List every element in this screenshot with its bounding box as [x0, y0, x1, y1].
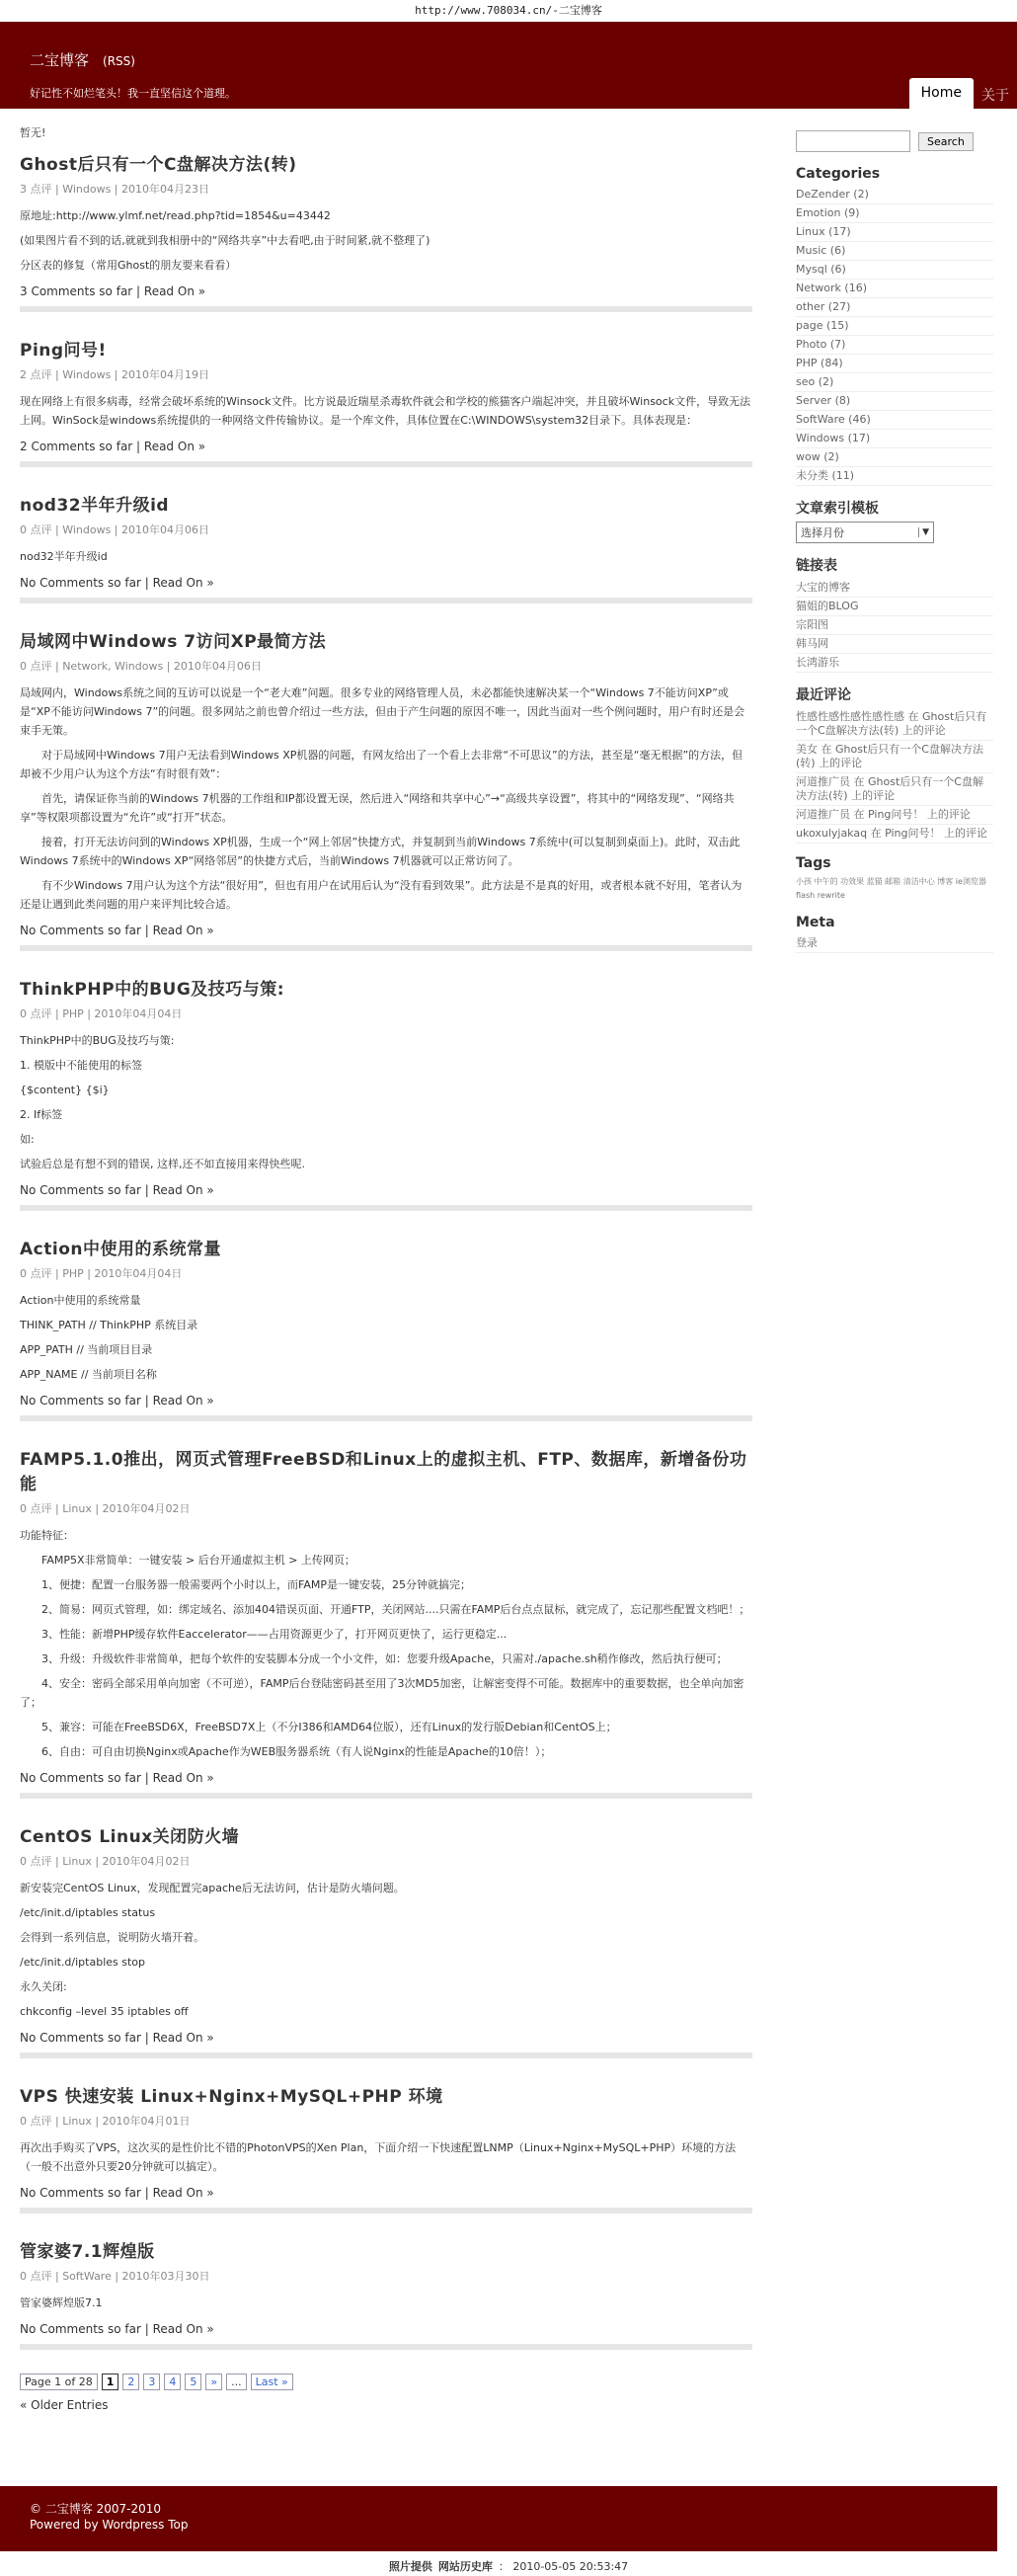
nav-about-tab[interactable]: 关于 — [981, 88, 1009, 104]
post-paragraph: (如果图片看不到的话,就就到我相册中的“网络共享”中去看吧,由于时间紧,就不整理了) — [20, 234, 430, 247]
post-footer-link[interactable]: No Comments so far | Read On » — [20, 2322, 214, 2336]
category-link[interactable]: Music (6) — [796, 242, 993, 261]
post-title[interactable]: Action中使用的系统常量 — [20, 1240, 221, 1259]
post-list — [20, 150, 752, 2350]
post-entry — [20, 1879, 752, 2021]
last-page-link[interactable]: Last » — [251, 2374, 293, 2390]
post-paragraph: FAMP5X非常简单：一键安装 > 后台开通虚拟主机 > 上传网页； — [41, 1554, 355, 1567]
post-paragraph: 会得到一系列信息，说明防火墙开着。 — [20, 1931, 204, 1944]
post-title[interactable]: ThinkPHP中的BUG及技巧与策: — [20, 980, 285, 1000]
recent-comment-item[interactable]: 美女 在 Ghost后只有一个C盘解决方法(转) 上的评论 — [796, 741, 993, 773]
recent-comments-widget — [796, 684, 993, 844]
post-item — [20, 2082, 752, 2214]
post-paragraph: /etc/init.d/iptables status — [20, 1906, 156, 1919]
post-footer-link[interactable]: 2 Comments so far | Read On » — [20, 440, 206, 453]
post-title[interactable]: FAMP5.1.0推出，网页式管理FreeBSD和Linux上的虚拟主机、FTP、数据库，新增备份功能 — [20, 1450, 747, 1494]
post-paragraph: 首先，请保证你当前的Windows 7机器的工作组和IP都设置无误，然后进入“网络和共享中心”→“高级共享设置”，将其中的“网络发现”、“网络共享”等权限项都设置为“允许”或“打开”状态。 — [20, 792, 735, 824]
category-link[interactable]: page (15) — [796, 317, 993, 336]
post-item — [20, 627, 752, 951]
older-entries-link[interactable]: « Older Entries — [20, 2398, 109, 2412]
links-widget — [796, 555, 993, 673]
post-item — [20, 1235, 752, 1421]
post-entry — [20, 392, 752, 430]
post-title[interactable]: nod32半年升级id — [20, 496, 170, 516]
page-link-3[interactable]: 3 — [143, 2374, 160, 2390]
post-entry — [20, 1526, 752, 1761]
blogroll-link[interactable]: 大宝的博客 — [796, 579, 993, 598]
category-link[interactable]: Emotion (9) — [796, 204, 993, 223]
post-title[interactable]: Ping问号! — [20, 341, 107, 361]
post-paragraph: 5、兼容：可能在FreeBSD6X，FreeBSD7X上（不分I386和AMD64位版），还有Linux的发行版Debian和CentOS上； — [41, 1721, 617, 1733]
post-meta: 3 点评 | Windows | 2010年04月23日 — [20, 183, 209, 196]
post-item — [20, 2237, 752, 2350]
category-link[interactable]: Server (8) — [796, 392, 993, 411]
post-paragraph: 永久关闭: — [20, 1980, 67, 1993]
links-title: 链接表 — [796, 558, 837, 574]
login-link[interactable]: 登录 — [796, 934, 993, 953]
post-entry — [20, 684, 752, 914]
category-link[interactable]: 未分类 (11) — [796, 467, 993, 486]
post-paragraph: ThinkPHP中的BUG及技巧与策: — [20, 1034, 175, 1047]
category-link[interactable]: DeZender (2) — [796, 186, 993, 204]
post-paragraph: 对于局域网中Windows 7用户无法看到Windows XP机器的问题，有网友给出了一个看上去非常“不可思议”的方法，甚至是“毫无根据”的方法，但却被不少用户认为这个方法“有时很有效”： — [20, 749, 743, 780]
post-paragraph: 3、性能：新增PHP缓存软件Eaccelerator——占用资源更少了，打开网页更快了，运行更稳定... — [41, 1628, 508, 1641]
main-content — [20, 124, 752, 2412]
post-footer-link[interactable]: No Comments so far | Read On » — [20, 2186, 214, 2200]
credit-label: 照片提供 — [388, 2560, 432, 2573]
sidebar — [796, 130, 993, 965]
post-meta: 0 点评 | Linux | 2010年04月01日 — [20, 2115, 191, 2128]
recent-comment-item[interactable]: 河道推广员 在 Ghost后只有一个C盘解决方法(转) 上的评论 — [796, 773, 993, 806]
blogroll-link[interactable]: 韩马网 — [796, 635, 993, 654]
post-entry — [20, 2138, 752, 2176]
post-item — [20, 1822, 752, 2058]
snapshot-timestamp: ： 2010-05-05 20:53:47 — [498, 2560, 629, 2573]
post-paragraph: 3、升级：升级软件非常简单，把每个软件的安装脚本分成一个小文件，如：您要升级Apache，只需对./apache.sh稍作修改，然后执行便可； — [41, 1652, 728, 1665]
post-title[interactable]: VPS 快速安装 Linux+Nginx+MySQL+PHP 环境 — [20, 2087, 443, 2107]
post-meta: 0 点评 | Network, Windows | 2010年04月06日 — [20, 660, 262, 673]
category-link[interactable]: Windows (17) — [796, 430, 993, 448]
post-meta: 0 点评 | SoftWare | 2010年03月30日 — [20, 2270, 210, 2283]
post-paragraph: APP_PATH // 当前项目目录 — [20, 1343, 153, 1356]
post-title[interactable]: Ghost后只有一个C盘解决方法(转) — [20, 155, 297, 175]
pagination — [20, 2374, 752, 2390]
links-list — [796, 579, 993, 673]
blogroll-link[interactable]: 宗阳图 — [796, 616, 993, 635]
post-meta: 0 点评 | Linux | 2010年04月02日 — [20, 1855, 191, 1868]
category-link[interactable]: Photo (7) — [796, 336, 993, 355]
page-link-4[interactable]: 4 — [164, 2374, 181, 2390]
category-link[interactable]: Linux (17) — [796, 223, 993, 242]
categories-list — [796, 186, 993, 486]
copyright-text: © 二宝博客 2007-2010 — [30, 2502, 162, 2516]
archive-title: 文章索引模板 — [796, 501, 879, 517]
archive-widget — [796, 498, 993, 543]
post-item — [20, 1445, 752, 1799]
main-nav — [909, 78, 1017, 109]
post-item — [20, 336, 752, 467]
category-link[interactable]: PHP (84) — [796, 355, 993, 373]
category-link[interactable]: SoftWare (46) — [796, 411, 993, 430]
nav-home-tab[interactable]: Home — [909, 78, 974, 109]
powered-by-text: Powered by Wordpress Top — [30, 2518, 189, 2532]
blog-title[interactable] — [30, 49, 135, 70]
post-meta: 0 点评 | PHP | 2010年04月04日 — [20, 1267, 183, 1280]
post-paragraph: 局域网内，Windows系统之间的互访可以说是一个“老大难”问题。很多专业的网络管理人员，未必都能快速解决某一个“Windows 7不能访问XP”或是“XP不能访问Windows 7”的问题。很多网站之前也曾介绍过一些方法，但由于产生问题的原因不唯一，因此当面对一些个例问题时，用户有时还是会束手无策。 — [20, 686, 745, 737]
search-input[interactable] — [796, 130, 910, 152]
recent-comments-title: 最近评论 — [796, 687, 851, 703]
post-entry — [20, 1291, 752, 1384]
blog-title-text[interactable]: 二宝博客 — [30, 51, 90, 69]
post-footer-link[interactable]: No Comments so far | Read On » — [20, 1183, 214, 1197]
notice-text: 暂无! — [20, 126, 46, 139]
post-entry — [20, 547, 752, 566]
post-paragraph: 有不少Windows 7用户认为这个方法“很好用”，但也有用户在试用后认为“没有看到效果”。此方法是不是真的好用，或者根本就不好用，笔者认为还是让遇到此类问题的用户来评判比较合适。 — [20, 879, 743, 911]
category-link[interactable]: wow (2) — [796, 448, 993, 467]
categories-title: Categories — [796, 166, 881, 182]
post-paragraph: {$content} {$i} — [20, 1084, 110, 1096]
post-paragraph: /etc/init.d/iptables stop — [20, 1956, 146, 1969]
recent-comment-item[interactable]: 性感性感性感性感性感 在 Ghost后只有一个C盘解决方法(转) 上的评论 — [796, 708, 993, 741]
post-entry — [20, 2294, 752, 2312]
post-item — [20, 491, 752, 604]
post-paragraph: 再次出手购买了VPS，这次买的是性价比不错的PhotonVPS的Xen Plan，下面介绍一下快速配置LNMP（Linux+Nginx+MySQL+PHP）环境的方法（一般不出意外只要20分钟就可以搞定）。 — [20, 2141, 737, 2173]
post-paragraph: nod32半年升级id — [20, 550, 108, 563]
post-title[interactable]: 管家婆7.1辉煌版 — [20, 2242, 155, 2262]
archive-select-value: 选择月份 — [801, 526, 844, 539]
category-link[interactable]: Mysql (6) — [796, 261, 993, 280]
page-link-2[interactable]: 2 — [122, 2374, 139, 2390]
post-footer-link[interactable]: No Comments so far | Read On » — [20, 1771, 214, 1785]
search-form — [796, 130, 993, 152]
post-paragraph: 1. 模版中不能使用的标签 — [20, 1059, 142, 1072]
blogroll-link[interactable]: 长鸿游乐 — [796, 654, 993, 673]
page-count-label: Page 1 of 28 — [20, 2374, 98, 2390]
post-footer-link[interactable]: No Comments so far | Read On » — [20, 576, 214, 590]
chevron-down-icon: ▼ — [918, 527, 929, 537]
archive-credit-bar — [0, 2558, 1017, 2574]
post-meta: 2 点评 | Windows | 2010年04月19日 — [20, 368, 209, 381]
post-paragraph: 功能特征： — [20, 1529, 74, 1542]
tags-title: Tags — [796, 855, 831, 871]
post-meta: 0 点评 | Windows | 2010年04月06日 — [20, 523, 209, 536]
search-button[interactable]: Search — [918, 132, 974, 151]
post-footer-link[interactable]: 3 Comments so far | Read On » — [20, 284, 206, 298]
post-paragraph: 接着，打开无法访问到的Windows XP机器，生成一个“网上邻居”快捷方式，并复制到当前Windows 7系统中(可以复制到桌面上)。此时，双击此Windows 7系统中的Windows XP“网络邻居”的快捷方式后，当前Windows 7机器就可以正常访问了。 — [20, 836, 741, 867]
post-paragraph: 2、简易：网页式管理，如：绑定域名、添加404错误页面、开通FTP，关闭网站....只需在FAMP后台点点鼠标，就完成了，忘记那些配置文档吧！； — [41, 1603, 750, 1616]
meta-title: Meta — [796, 915, 835, 930]
post-paragraph: 试验后总是有想不到的错误, 这样,还不如直接用来得快些呢. — [20, 1158, 305, 1170]
credit-source-link[interactable]: 网站历史库 — [437, 2560, 493, 2573]
tags-widget — [796, 855, 993, 903]
post-paragraph: 1、便捷：配置一台服务器一般需要两个小时以上，而FAMP是一键安装，25分钟就搞完； — [41, 1578, 471, 1591]
post-meta: 0 点评 | PHP | 2010年04月04日 — [20, 1007, 183, 1020]
post-paragraph: 2. If标签 — [20, 1108, 63, 1121]
post-item — [20, 150, 752, 312]
post-item — [20, 975, 752, 1211]
post-paragraph: APP_NAME // 当前项目名称 — [20, 1368, 157, 1381]
post-title[interactable]: 局域网中Windows 7访问XP最简方法 — [20, 632, 327, 652]
recent-comment-item[interactable]: ukoxulyjakaq 在 Ping问号！ 上的评论 — [796, 825, 993, 844]
post-paragraph: THINK_PATH // ThinkPHP 系统目录 — [20, 1319, 198, 1331]
tag-cloud[interactable]: 小孩 中午的 功效果 蓝猫 邮箱 清洁中心 博客 ie浏览器 flash rewrite — [796, 877, 986, 900]
post-footer-link[interactable]: No Comments so far | Read On » — [20, 924, 214, 937]
post-entry — [20, 206, 752, 275]
category-link[interactable]: other (27) — [796, 298, 993, 317]
post-entry — [20, 1031, 752, 1173]
url-title-bar: http://www.708034.cn/-二宝博客 — [415, 4, 602, 17]
post-paragraph: 原地址:http://www.ylmf.net/read.php?tid=1854&u=43442 — [20, 209, 331, 222]
meta-widget — [796, 915, 993, 953]
categories-widget — [796, 166, 993, 486]
post-paragraph: 4、安全：密码全部采用单向加密（不可逆），FAMP后台登陆密码甚至用了3次MD5加密，让解密变得不可能。数据库中的重要数据，也全单向加密了； — [20, 1677, 744, 1709]
rss-link[interactable]: (RSS) — [103, 54, 135, 68]
pagination-ellipsis: ... — [226, 2374, 247, 2390]
site-footer — [0, 2486, 997, 2551]
archive-month-select[interactable] — [796, 522, 934, 543]
post-paragraph: chkconfig –level 35 iptables off — [20, 2005, 189, 2018]
page-link-5[interactable]: 5 — [185, 2374, 201, 2390]
recent-comment-item[interactable]: 河道推广员 在 Ping问号！ 上的评论 — [796, 806, 993, 825]
post-paragraph: 管家婆辉煌版7.1 — [20, 2296, 103, 2309]
post-footer-link[interactable]: No Comments so far | Read On » — [20, 1394, 214, 1408]
post-footer-link[interactable]: No Comments so far | Read On » — [20, 2031, 214, 2045]
post-paragraph: 分区表的修复（常用Ghost的朋友要来看看） — [20, 259, 237, 272]
category-link[interactable]: seo (2) — [796, 373, 993, 392]
post-paragraph: 如: — [20, 1133, 35, 1146]
post-paragraph: 6、自由：可自由切换Nginx或Apache作为WEB服务器系统（有人说Nginx的性能是Apache的10倍！）； — [41, 1745, 552, 1758]
recent-comments-list — [796, 708, 993, 844]
blogroll-link[interactable]: 猫姐的BLOG — [796, 598, 993, 616]
post-paragraph: Action中使用的系统常量 — [20, 1294, 141, 1307]
post-meta: 0 点评 | Linux | 2010年04月02日 — [20, 1502, 191, 1515]
category-link[interactable]: Network (16) — [796, 280, 993, 298]
site-header — [0, 22, 1017, 109]
post-paragraph: 新安装完CentOS Linux，发现配置完apache后无法访问，估计是防火墙问题。 — [20, 1882, 405, 1894]
post-title[interactable]: CentOS Linux关闭防火墙 — [20, 1827, 240, 1847]
post-paragraph: 现在网络上有很多病毒，经常会破坏系统的Winsock文件。比方说最近瑞星杀毒软件就会和学校的熊猫客户端起冲突，并且破坏Winsock文件，导致无法上网。WinSock是windows系统提供的一种网络文件传输协议。是一个库文件，具体位置在C:\WINDOWS\system32目录下。具体表现是： — [20, 395, 751, 427]
next-page-link[interactable]: » — [205, 2374, 222, 2390]
tagline: 好记性不如烂笔头！我一直坚信这个道理。 — [30, 87, 236, 100]
current-page: 1 — [102, 2374, 119, 2390]
